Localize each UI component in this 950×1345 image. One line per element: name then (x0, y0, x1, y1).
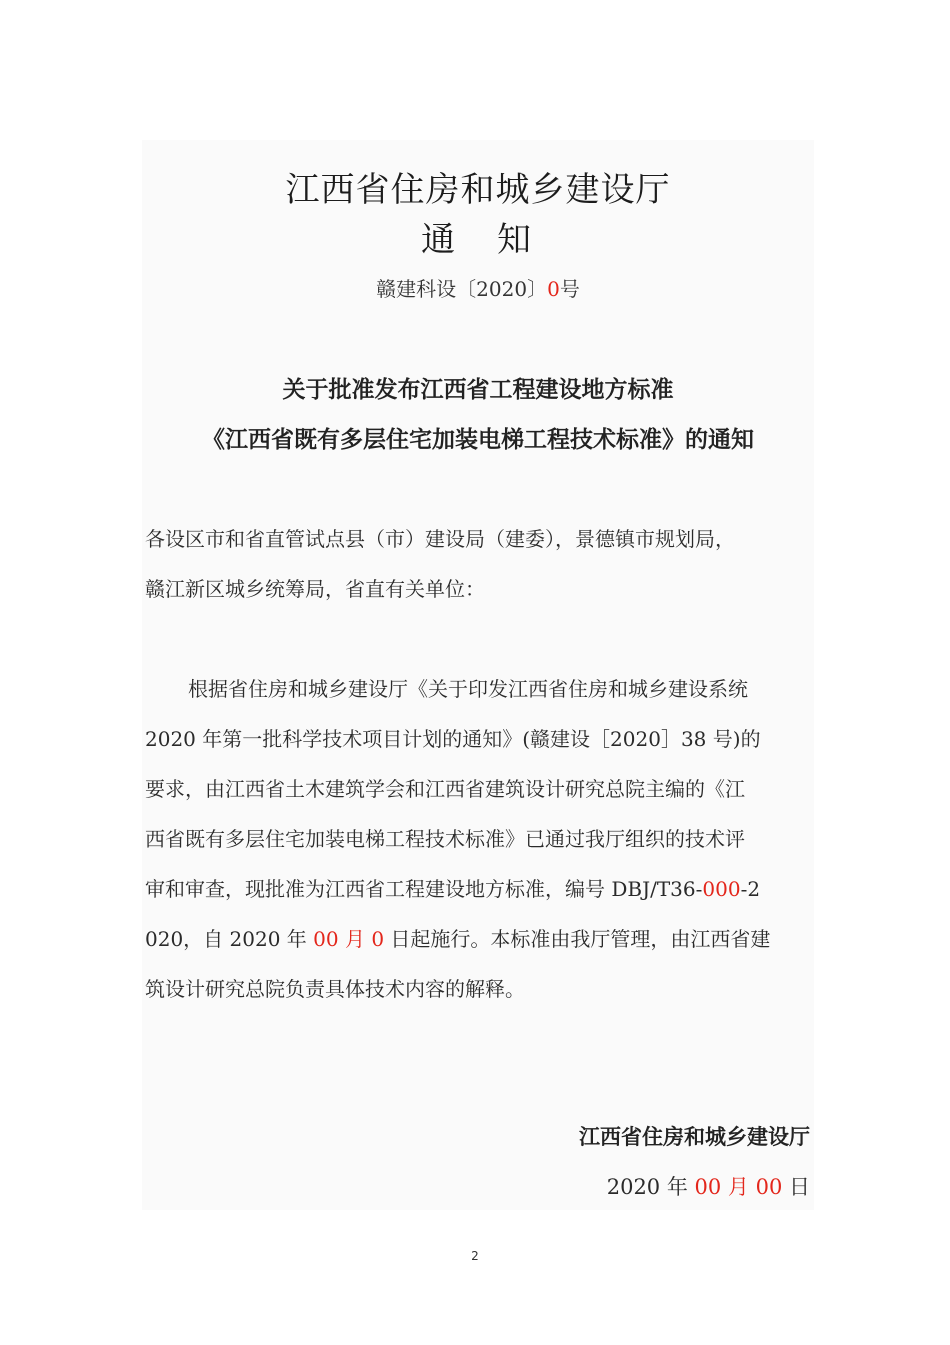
signature-organization: 江西省住房和城乡建设厅 (579, 1125, 810, 1149)
body-line-1: 根据省住房和城乡建设厅《关于印发江西省住房和城乡建设系统 (188, 677, 748, 701)
signature-day-suffix: 日 (782, 1175, 810, 1199)
body-line-5-text: 审和审查，现批准为江西省工程建设地方标准，编号 DBJ/T36- (145, 877, 703, 901)
notice-title: 通 知 (421, 220, 535, 260)
body-line-7: 筑设计研究总院负责具体技术内容的解释。 (145, 977, 525, 1001)
doc-number-suffix: 号 (559, 277, 580, 301)
document-number (142, 272, 814, 306)
body-line-6-text: 020，自 2020 年 (145, 927, 314, 951)
body-line-6-tail: 日起施行。本标准由我厅管理，由江西省建 (384, 927, 771, 951)
signature-year: 2020 年 (606, 1175, 695, 1199)
body-line-3: 要求，由江西省土木建筑学会和江西省建筑设计研究总院主编的《江 (145, 777, 745, 801)
body-line-5-tail: -2 (740, 877, 761, 901)
body-line-6 (145, 922, 770, 956)
subject-line-1: 关于批准发布江西省工程建设地方标准 (282, 377, 674, 403)
doc-number-value: 0 (547, 277, 560, 301)
department-title: 江西省住房和城乡建设厅 (285, 170, 671, 210)
effective-date-highlight: 00 月 0 (313, 927, 385, 951)
body-line-4: 西省既有多层住宅加装电梯工程技术标准》已通过我厅组织的技术评 (145, 827, 745, 851)
page-number: 2 (471, 1249, 479, 1263)
body-line-5 (145, 872, 760, 906)
body-line-2: 2020 年第一批科学技术项目计划的通知》(赣建设［2020］38 号)的 (145, 727, 761, 751)
subject-line-2: 《江西省既有多层住宅加装电梯工程技术标准》的通知 (202, 427, 754, 453)
signature-date-highlight: 00 月 00 (694, 1175, 783, 1199)
signature-date (607, 1170, 810, 1204)
standard-code-highlight: 000 (702, 877, 741, 901)
addressee-line-2: 赣江新区城乡统筹局，省直有关单位： (145, 577, 485, 601)
addressee-line-1: 各设区市和省直管试点县（市）建设局（建委），景德镇市规划局， (145, 527, 735, 551)
doc-number-prefix: 赣建科设〔2020〕 (376, 277, 548, 301)
